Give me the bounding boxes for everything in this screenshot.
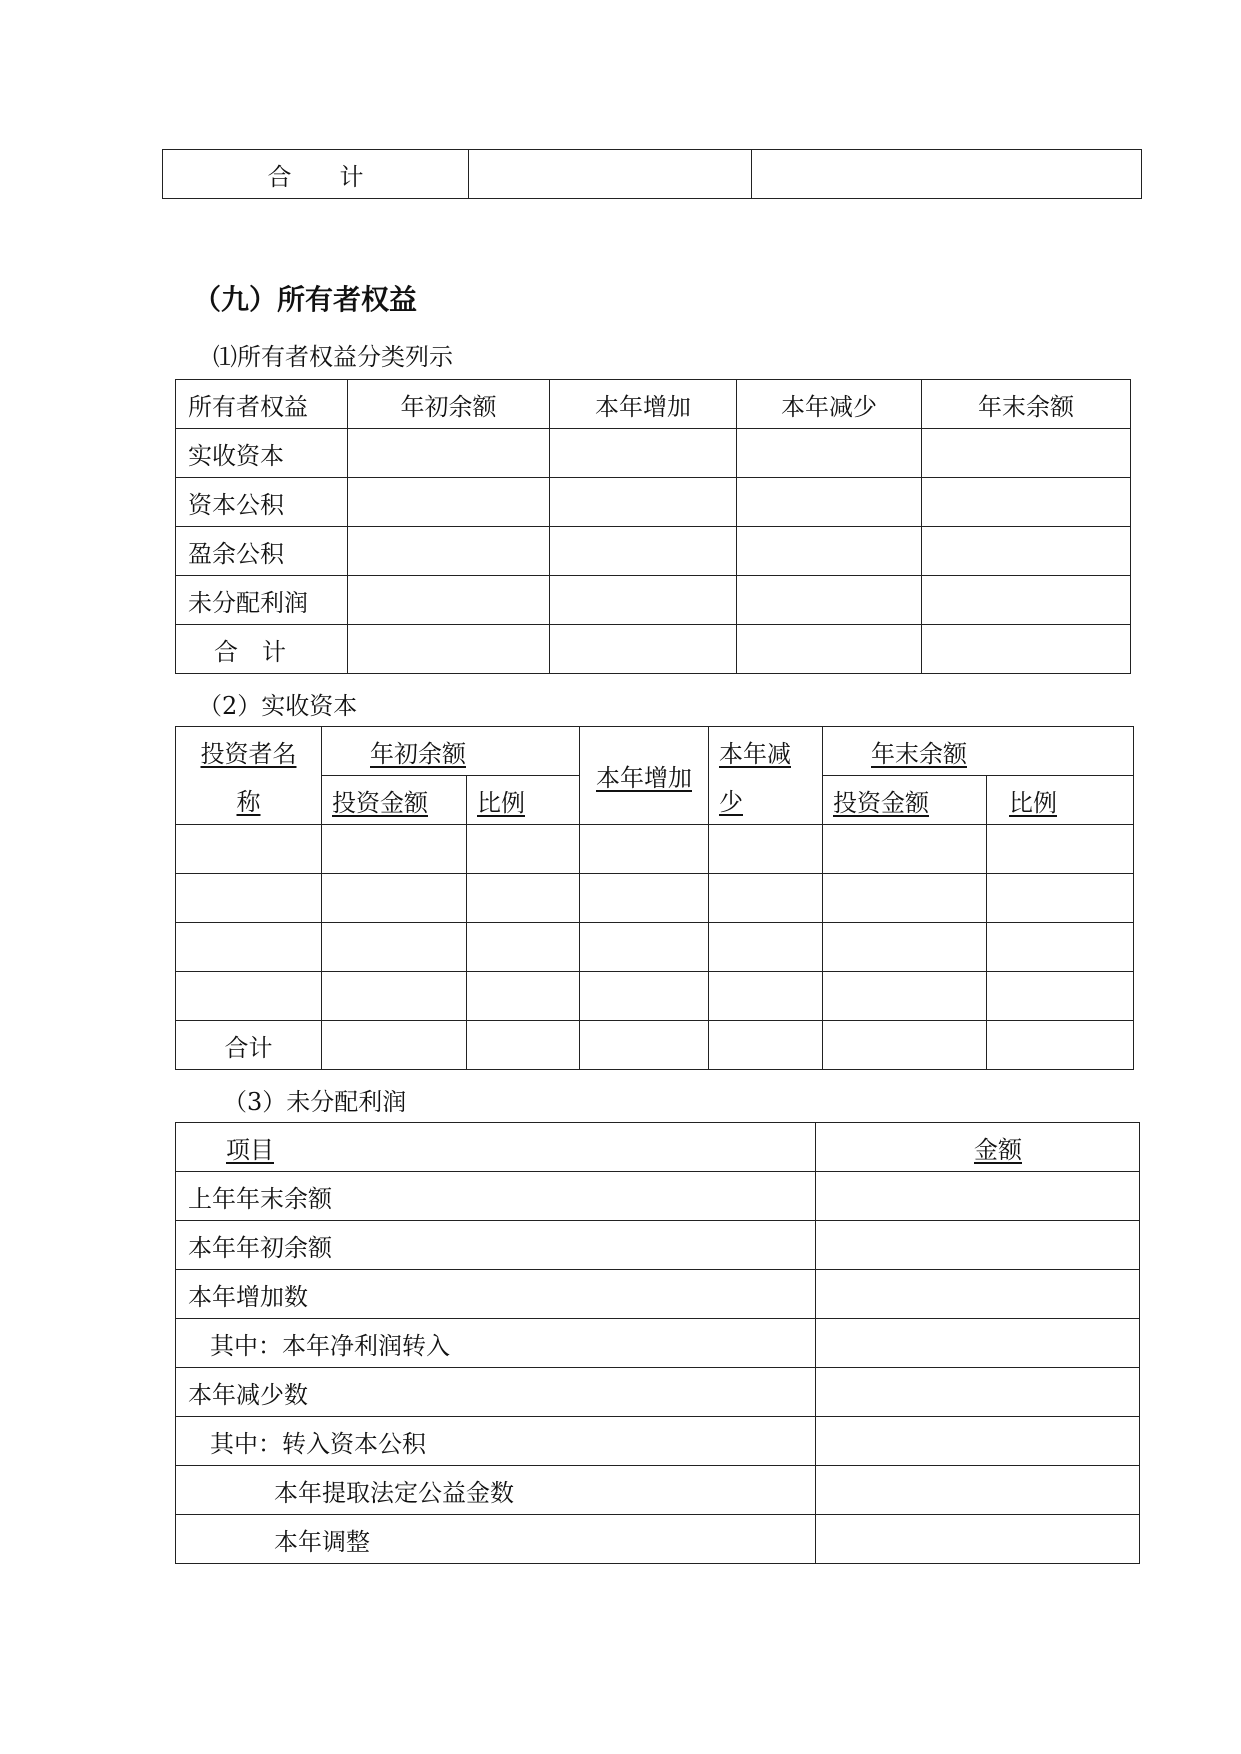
paid-in-capital-caption: （2）实收资本: [198, 692, 358, 720]
value-cell: [816, 1417, 1140, 1466]
total-label: 合 计: [163, 150, 469, 199]
value-cell: [922, 576, 1131, 625]
row-label: 本年增加数: [176, 1270, 816, 1319]
total-label: 合计: [176, 1021, 322, 1070]
table-row: [176, 1319, 1140, 1368]
table-row: [176, 1417, 1140, 1466]
value-cell: [737, 429, 922, 478]
value-cell: [176, 874, 322, 923]
row-label: 未分配利润: [176, 576, 348, 625]
closing-balance-header: 年末余额: [823, 727, 1134, 776]
value-cell: [816, 1368, 1140, 1417]
row-label: 上年年末余额: [176, 1172, 816, 1221]
decrease-header-cont: 少: [709, 776, 823, 825]
value-cell: [348, 625, 550, 674]
value-cell: [348, 576, 550, 625]
value-cell: [922, 429, 1131, 478]
table-total-row: [176, 1021, 1134, 1070]
total-cell: [469, 150, 752, 199]
value-cell: [322, 825, 467, 874]
increase-header: 本年增加: [580, 727, 709, 825]
equity-classification-table: [175, 379, 1131, 674]
table-row: [176, 1270, 1140, 1319]
table-row: [176, 576, 1131, 625]
ratio-header: 比例: [987, 776, 1134, 825]
header-cell: 所有者权益: [176, 380, 348, 429]
value-cell: [816, 1270, 1140, 1319]
value-cell: [550, 527, 737, 576]
header-cell: 年末余额: [922, 380, 1131, 429]
table-row: [176, 1221, 1140, 1270]
row-label: 其中：转入资本公积: [176, 1417, 816, 1466]
table-row: [176, 625, 1131, 674]
value-cell: [922, 625, 1131, 674]
value-cell: [580, 1021, 709, 1070]
investor-name-header: 投资者名: [176, 727, 322, 776]
value-cell: [816, 1515, 1140, 1564]
value-cell: [580, 825, 709, 874]
value-cell: [816, 1319, 1140, 1368]
value-cell: [348, 527, 550, 576]
header-cell: 年初余额: [348, 380, 550, 429]
value-cell: [348, 478, 550, 527]
row-label: 实收资本: [176, 429, 348, 478]
value-cell: [467, 972, 580, 1021]
table-row: [176, 1368, 1140, 1417]
table-row: [176, 972, 1134, 1021]
row-label: 本年减少数: [176, 1368, 816, 1417]
value-cell: [322, 972, 467, 1021]
value-cell: [467, 825, 580, 874]
table-row: [176, 825, 1134, 874]
row-label: 其中：本年净利润转入: [176, 1319, 816, 1368]
paid-in-capital-table: [175, 726, 1134, 1070]
value-cell: [987, 874, 1134, 923]
amount-header: 金额: [816, 1123, 1140, 1172]
value-cell: [176, 972, 322, 1021]
investor-name-header-cont: 称: [176, 776, 322, 825]
opening-balance-header: 年初余额: [322, 727, 580, 776]
value-cell: [823, 825, 987, 874]
value-cell: [816, 1221, 1140, 1270]
value-cell: [550, 625, 737, 674]
value-cell: [709, 825, 823, 874]
value-cell: [823, 923, 987, 972]
value-cell: [322, 923, 467, 972]
table-row: [176, 527, 1131, 576]
decrease-header: 本年减: [709, 727, 823, 776]
value-cell: [467, 923, 580, 972]
value-cell: [580, 874, 709, 923]
value-cell: [322, 1021, 467, 1070]
table-row: [176, 874, 1134, 923]
value-cell: [176, 923, 322, 972]
invest-amount-header: 投资金额: [823, 776, 987, 825]
value-cell: [922, 527, 1131, 576]
value-cell: [823, 972, 987, 1021]
table-row: [176, 1172, 1140, 1221]
section-heading: （九）所有者权益: [193, 283, 418, 316]
value-cell: [987, 1021, 1134, 1070]
table-header-row: [176, 727, 1134, 776]
value-cell: [580, 972, 709, 1021]
table-row: [176, 1515, 1140, 1564]
undistributed-profit-caption: （3）未分配利润: [223, 1088, 407, 1116]
value-cell: [922, 478, 1131, 527]
undistributed-profit-table: [175, 1122, 1140, 1564]
value-cell: [816, 1466, 1140, 1515]
value-cell: [737, 625, 922, 674]
value-cell: [176, 825, 322, 874]
value-cell: [816, 1172, 1140, 1221]
table-row: [176, 478, 1131, 527]
value-cell: [709, 972, 823, 1021]
value-cell: [823, 1021, 987, 1070]
total-cell: [752, 150, 1142, 199]
value-cell: [348, 429, 550, 478]
value-cell: [580, 923, 709, 972]
value-cell: [987, 923, 1134, 972]
table-header-row: [176, 380, 1131, 429]
value-cell: [467, 874, 580, 923]
value-cell: [322, 874, 467, 923]
ratio-header: 比例: [467, 776, 580, 825]
value-cell: [709, 874, 823, 923]
equity-classification-caption: ⑴所有者权益分类列示: [213, 343, 453, 371]
header-cell: 本年增加: [550, 380, 737, 429]
header-cell: 本年减少: [737, 380, 922, 429]
row-label: 合 计: [176, 625, 348, 674]
value-cell: [737, 478, 922, 527]
row-label: 本年调整: [176, 1515, 816, 1564]
table-row: [176, 1466, 1140, 1515]
value-cell: [737, 527, 922, 576]
invest-amount-header: 投资金额: [322, 776, 467, 825]
value-cell: [709, 923, 823, 972]
value-cell: [987, 825, 1134, 874]
row-label: 本年年初余额: [176, 1221, 816, 1270]
item-header: 项目: [176, 1123, 816, 1172]
table-header-row: [176, 1123, 1140, 1172]
row-label: 资本公积: [176, 478, 348, 527]
value-cell: [737, 576, 922, 625]
value-cell: [467, 1021, 580, 1070]
table-row: [176, 429, 1131, 478]
value-cell: [823, 874, 987, 923]
value-cell: [550, 429, 737, 478]
value-cell: [550, 576, 737, 625]
row-label: 盈余公积: [176, 527, 348, 576]
value-cell: [550, 478, 737, 527]
previous-table-total-row: [162, 149, 1142, 199]
table-row: [176, 923, 1134, 972]
value-cell: [987, 972, 1134, 1021]
value-cell: [709, 1021, 823, 1070]
row-label: 本年提取法定公益金数: [176, 1466, 816, 1515]
